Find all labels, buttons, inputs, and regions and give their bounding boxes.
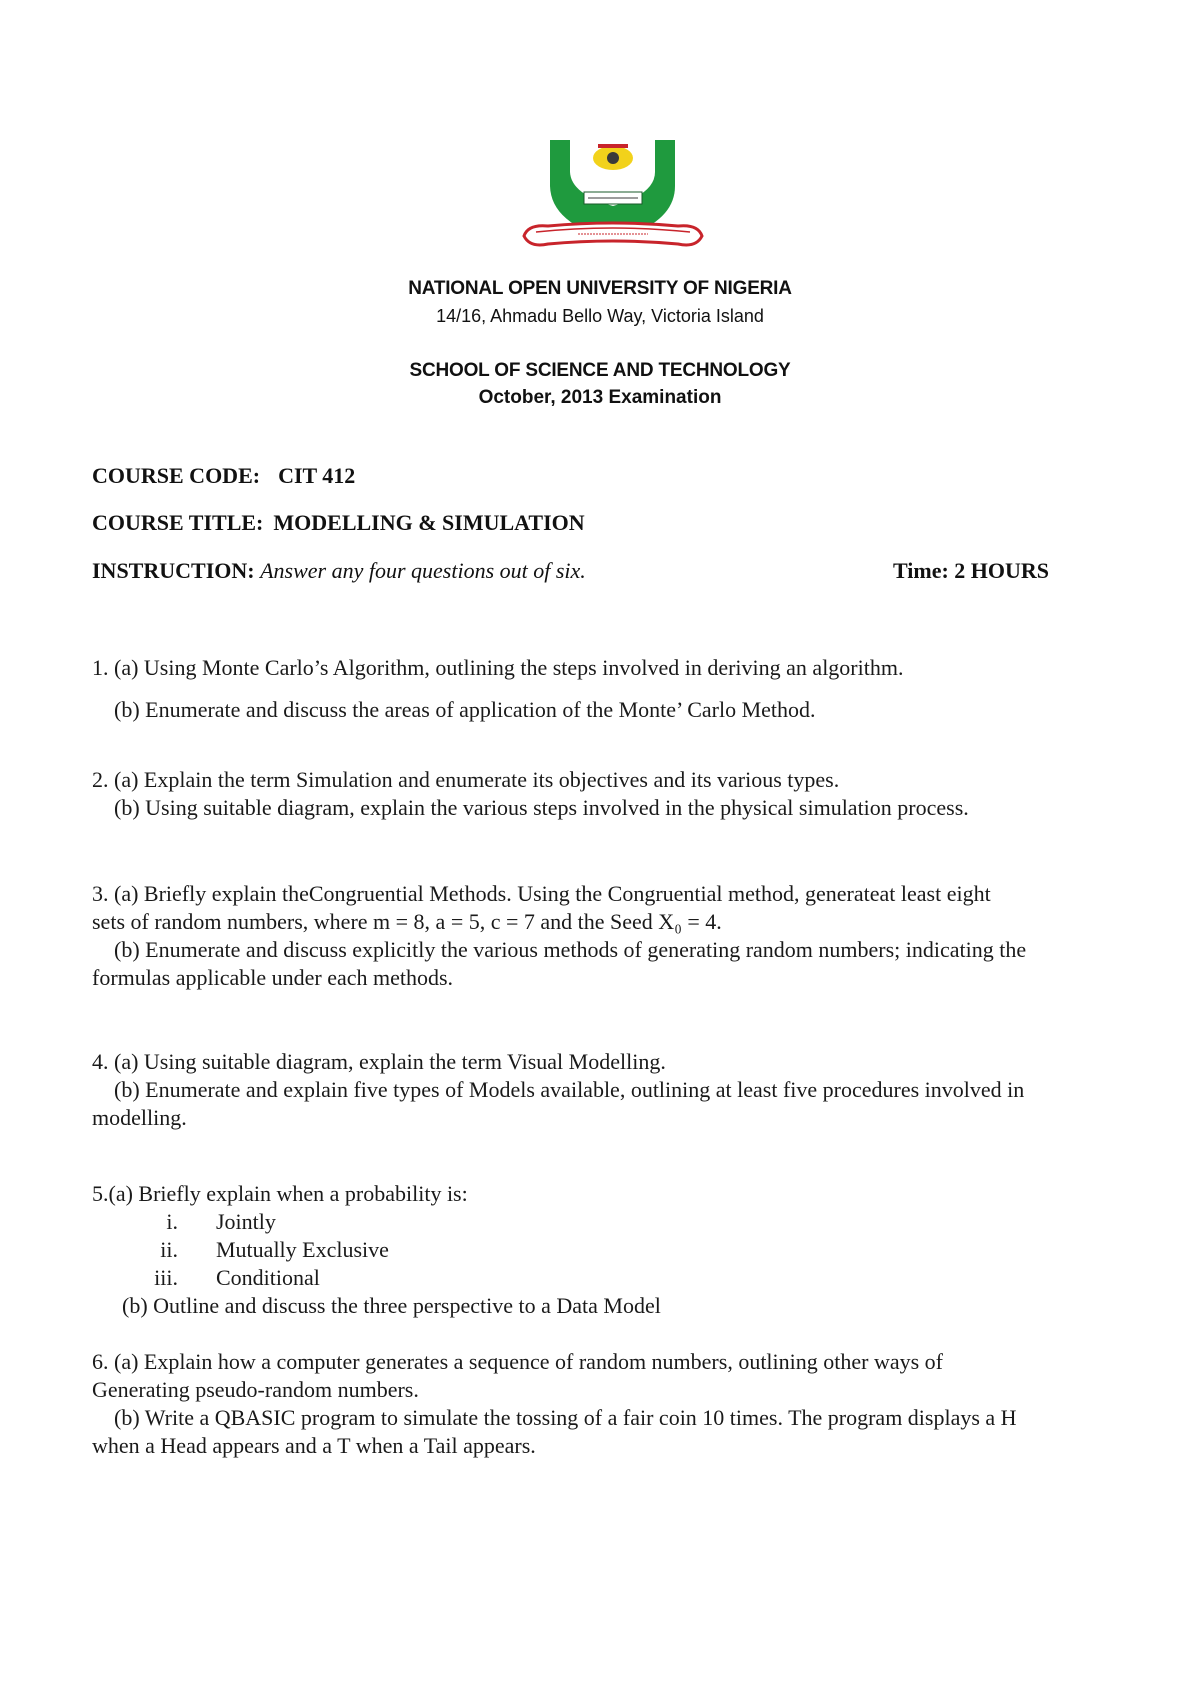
question-5-item-text: Mutually Exclusive [216,1237,389,1262]
course-code-line [92,463,355,489]
question-3a-line1: 3. (a) Briefly explain theCongruential Methods. Using the Congruential method, generateat least eight [92,881,991,906]
question-6a-line1: 6. (a) Explain how a computer generates a sequence of random numbers, outlining other ways of [92,1349,944,1374]
instruction-label: INSTRUCTION: [92,558,255,583]
question-4b-line1: (b) Enumerate and explain five types of Models available, outlining at least five procedures involved in [114,1077,1025,1102]
question-5-item-num: ii. [160,1237,178,1262]
question-5b: (b) Outline and discuss the three perspective to a Data Model [122,1293,661,1318]
question-6b-line1: (b) Write a QBASIC program to simulate the tossing of a fair coin 10 times. The program displays a H [114,1405,1017,1430]
question-6b-line2: when a Head appears and a T when a Tail appears. [92,1433,536,1458]
instruction-text: Answer any four questions out of six. [260,558,586,583]
question-4b-line2: modelling. [92,1105,187,1130]
question-1b: (b) Enumerate and discuss the areas of application of the Monte’ Carlo Method. [114,697,816,722]
course-title-label: COURSE TITLE: [92,510,264,535]
question-1a: 1. (a) Using Monte Carlo’s Algorithm, outlining the steps involved in deriving an algorithm. [92,655,904,680]
question-5a: 5.(a) Briefly explain when a probability is: [92,1181,468,1206]
question-3a-line2: sets of random numbers, where m = 8, a = 5, c = 7 and the Seed X₀ = 4. [92,909,722,934]
instruction-line [92,558,586,584]
question-2a: 2. (a) Explain the term Simulation and enumerate its objectives and its various types. [92,767,840,792]
question-3b-line1: (b) Enumerate and discuss explicitly the various methods of generating random numbers; indicating the [114,937,1027,962]
question-5-item-text: Jointly [216,1209,276,1234]
question-2b: (b) Using suitable diagram, explain the various steps involved in the physical simulation process. [114,795,969,820]
course-title-value: MODELLING & SIMULATION [273,510,585,535]
course-code-value: CIT 412 [278,463,356,488]
question-5-item-num: iii. [154,1265,178,1290]
question-5-item-text: Conditional [216,1265,320,1290]
school-name: SCHOOL OF SCIENCE AND TECHNOLOGY [409,360,791,381]
exam-session: October, 2013 Examination [478,387,722,408]
question-4a: 4. (a) Using suitable diagram, explain the term Visual Modelling. [92,1049,666,1074]
question-5-item-num: i. [166,1209,178,1234]
university-crest-logo [518,140,708,258]
question-6a-line2: Generating pseudo-random numbers. [92,1377,419,1402]
university-address: 14/16, Ahmadu Bello Way, Victoria Island [436,306,764,326]
course-title-line [92,510,585,536]
exam-time: Time: 2 HOURS [893,558,1050,583]
university-name: NATIONAL OPEN UNIVERSITY OF NIGERIA [408,278,792,299]
question-3b-line2: formulas applicable under each methods. [92,965,454,990]
course-code-label: COURSE CODE: [92,463,261,488]
